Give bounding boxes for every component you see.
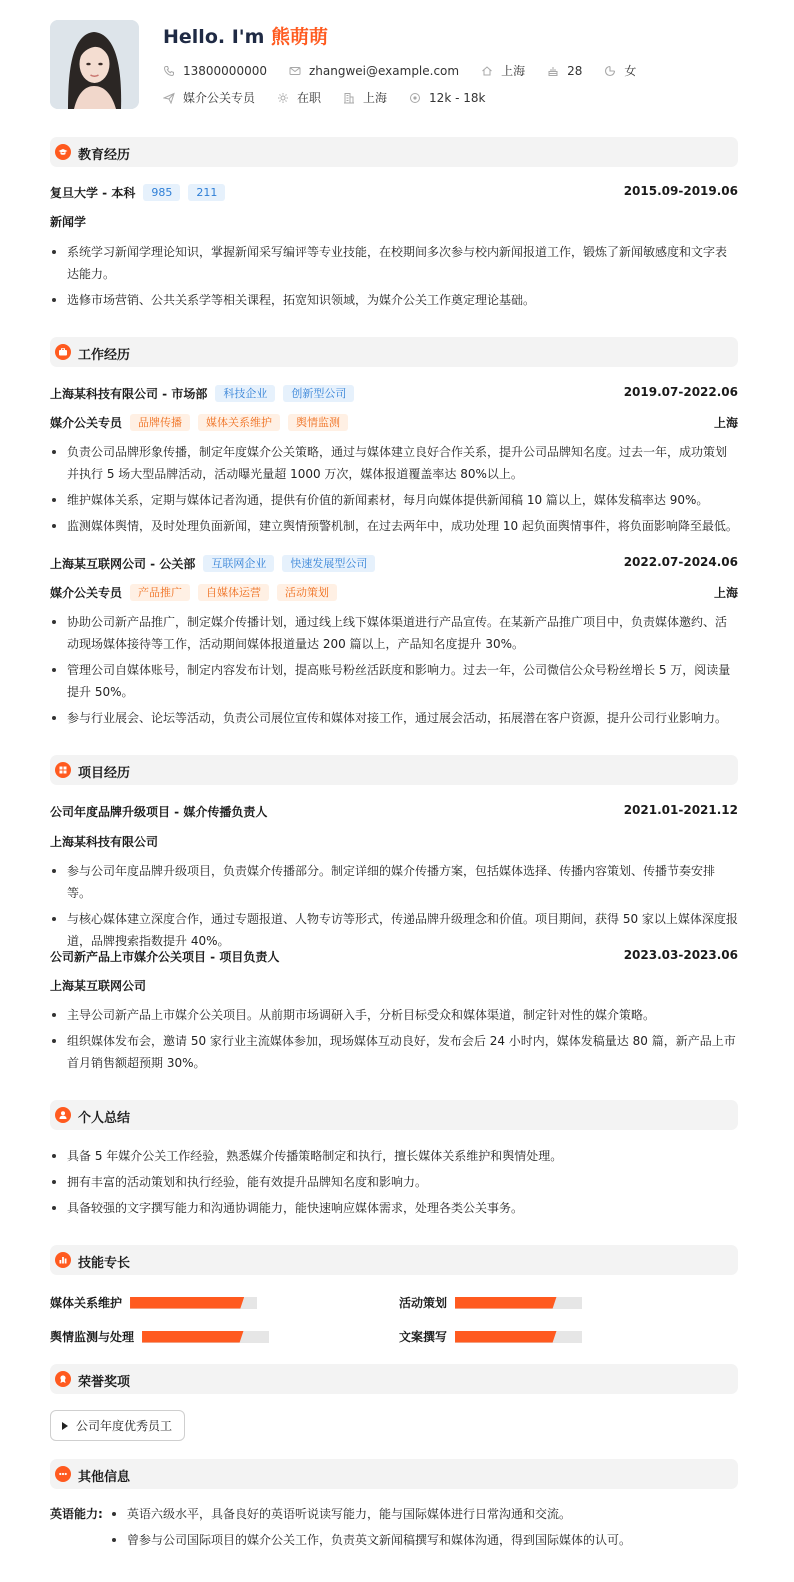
project-title: 公司新产品上市媒介公关项目 - 项目负责人 [50, 949, 280, 964]
section-title: 教育经历 [78, 148, 131, 163]
phone-icon [163, 65, 175, 77]
company-tag: 科技企业 [215, 385, 275, 402]
salary-item [409, 91, 485, 105]
section-title: 其他信息 [78, 1470, 131, 1485]
greeting-heading [163, 22, 328, 49]
section-title: 个人总结 [78, 1111, 131, 1126]
list-item: 参与行业展会、论坛等活动，负责公司展位宣传和媒体对接工作，通过展会活动，拓展潜在客户资源，提升公司行业影响力。 [50, 707, 738, 729]
list-item: 具备较强的文字撰写能力和沟通协调能力，能快速响应媒体需求，处理各类公关事务。 [50, 1197, 738, 1219]
skill-bar [455, 1297, 582, 1309]
status-text: 在职 [297, 91, 322, 105]
section-education [50, 137, 738, 167]
skill-item [50, 1328, 269, 1345]
location-item [481, 62, 525, 79]
mail-icon [289, 65, 301, 77]
avatar [50, 20, 139, 109]
work-bullets [50, 441, 738, 541]
skill-bar-fill [455, 1297, 557, 1309]
skill-name: 文案撰写 [399, 1330, 448, 1344]
list-item: 监测媒体舆情，及时处理负面新闻，建立舆情预警机制，在过去两年中，成功处理 10 起负面舆情事件，将负面影响降至最低。 [50, 515, 738, 537]
skill-bar [130, 1297, 257, 1309]
send-icon [163, 92, 175, 104]
list-item: 维护媒体关系，定期与媒体记者沟通，提供有价值的新闻素材，每月向媒体提供新闻稿 10 篇以上，媒体发稿率达 90%。 [50, 489, 738, 511]
role-tag: 自媒体运营 [198, 584, 269, 601]
user-icon [55, 1107, 71, 1123]
work-date: 2019.07-2022.06 [623, 385, 738, 399]
work-company-row [50, 554, 738, 572]
email-item [289, 64, 459, 78]
section-title: 项目经历 [78, 766, 131, 781]
project-company: 上海某互联网公司 [50, 978, 147, 993]
role-tag: 品牌传播 [130, 414, 190, 431]
briefcase-icon [55, 344, 71, 360]
play-icon [62, 1422, 68, 1430]
list-item: 拥有丰富的活动策划和执行经验，能有效提升品牌知名度和影响力。 [50, 1171, 738, 1193]
phone-item [163, 64, 267, 78]
target-city-text: 上海 [363, 91, 388, 105]
project-title-row [50, 947, 738, 965]
section-project [50, 755, 738, 785]
award-icon [55, 1371, 71, 1387]
company-name: 上海某互联网公司 - 公关部 [50, 556, 196, 571]
section-other [50, 1459, 738, 1489]
gear-icon [277, 92, 289, 104]
section-title: 荣誉奖项 [78, 1375, 131, 1390]
education-header [50, 183, 738, 201]
education-date: 2015.09-2019.06 [623, 184, 738, 198]
skill-item [399, 1294, 582, 1311]
project-bullets [50, 1004, 738, 1078]
work-company-row [50, 384, 738, 402]
list-item: 协助公司新产品推广，制定媒介传播计划，通过线上线下媒体渠道进行产品宣传。在某新产品推广项目中，负责媒体邀约、活动现场媒体接待等工作，活动期间媒体报道量达 200 篇以上，产品知名度提升 30%。 [50, 611, 738, 655]
list-item: 选修市场营销、公共关系学等相关课程，拓宽知识领域，为媒介公关工作奠定理论基础。 [50, 289, 738, 311]
project-title: 公司年度品牌升级项目 - 媒介传播负责人 [50, 804, 268, 819]
work-role-row [50, 583, 738, 601]
more-icon [55, 1466, 71, 1482]
phone-text: 13800000000 [183, 63, 267, 78]
english-label: 英语能力: [50, 1507, 103, 1521]
section-title: 工作经历 [78, 348, 131, 363]
skill-bar-fill [130, 1297, 244, 1309]
skill-bar [455, 1331, 582, 1343]
status-item [277, 89, 321, 106]
project-bullets [50, 860, 738, 956]
list-item: 曾参与公司国际项目的媒介公关工作，负责英文新闻稿撰写和媒体沟通，得到国际媒体的认可。 [110, 1529, 738, 1551]
role-tag: 舆情监测 [288, 414, 348, 431]
list-item: 组织媒体发布会，邀请 50 家行业主流媒体参加，现场媒体互动良好，发布会后 24 小时内，媒体发稿量达 80 篇，新产品上市首月销售额超预期 30%。 [50, 1030, 738, 1074]
skill-name: 活动策划 [399, 1296, 448, 1310]
gender-text: 女 [624, 64, 637, 78]
age-item [547, 64, 582, 78]
work-city: 上海 [713, 416, 738, 430]
work-city: 上海 [713, 586, 738, 600]
gender-icon [604, 65, 616, 77]
section-summary [50, 1100, 738, 1130]
target-city-item [343, 89, 387, 106]
role-tag: 活动策划 [277, 584, 337, 601]
major-name: 新闻学 [50, 214, 87, 229]
list-item: 与核心媒体建立深度合作，通过专题报道、人物专访等形式，传递品牌升级理念和价值。项目期间，获得 50 家以上媒体深度报道，品牌搜索指数提升 40%。 [50, 908, 738, 952]
bar-chart-icon [55, 1252, 71, 1268]
skill-bar-fill [455, 1331, 557, 1343]
building-icon [343, 92, 355, 104]
school-name: 复旦大学 - 本科 [50, 185, 136, 200]
role-name: 媒介公关专员 [50, 415, 123, 430]
grid-icon [55, 762, 71, 778]
greeting-text: Hello. I'm [163, 26, 271, 48]
section-skills [50, 1245, 738, 1275]
list-item: 管理公司自媒体账号，制定内容发布计划，提高账号粉丝活跃度和影响力。过去一年，公司微信公众号粉丝增长 5 万，阅读量提升 50%。 [50, 659, 738, 703]
company-name: 上海某科技有限公司 - 市场部 [50, 386, 208, 401]
gender-item [604, 62, 636, 79]
section-work [50, 337, 738, 367]
location-text: 上海 [501, 64, 526, 78]
project-date: 2021.01-2021.12 [623, 803, 738, 817]
cake-icon [547, 65, 559, 77]
work-bullets [50, 611, 738, 733]
major-row [50, 212, 738, 230]
role-tag: 媒体关系维护 [198, 414, 280, 431]
skill-item [50, 1294, 257, 1311]
project-company: 上海某科技有限公司 [50, 834, 159, 849]
skill-bar [142, 1331, 269, 1343]
list-item: 负责公司品牌形象传播，制定年度媒介公关策略，通过与媒体建立良好合作关系，提升公司品牌知名度。过去一年，成功策划并执行 5 场大型品牌活动，活动曝光量超 1000 万次，媒体报道覆盖率达 80%以上。 [50, 441, 738, 485]
company-tag: 互联网企业 [203, 555, 274, 572]
candidate-name: 熊萌萌 [271, 26, 329, 48]
skill-name: 媒体关系维护 [50, 1296, 123, 1310]
position-item [163, 89, 255, 106]
list-item: 英语六级水平，具备良好的英语听说读写能力，能与国际媒体进行日常沟通和交流。 [110, 1503, 738, 1525]
avatar-photo [50, 20, 139, 109]
school-tag: 985 [143, 184, 180, 201]
list-item: 参与公司年度品牌升级项目，负责媒介传播部分。制定详细的媒介传播方案，包括媒体选择、传播内容策划、传播节奏安排等。 [50, 860, 738, 904]
graduation-cap-icon [55, 144, 71, 160]
resume-header [50, 20, 750, 110]
skill-name: 舆情监测与处理 [50, 1330, 135, 1344]
job-intent-row [163, 89, 507, 106]
project-company-row [50, 832, 738, 850]
contact-row [163, 62, 658, 79]
position-text: 媒介公关专员 [183, 91, 256, 105]
award-text: 公司年度优秀员工 [76, 1419, 173, 1433]
work-date: 2022.07-2024.06 [623, 555, 738, 569]
skill-item [399, 1328, 582, 1345]
company-tag: 创新型公司 [283, 385, 354, 402]
list-item: 具备 5 年媒介公关工作经验，熟悉媒介传播策略制定和执行，擅长媒体关系维护和舆情处理。 [50, 1145, 738, 1167]
english-bullets [110, 1503, 738, 1555]
skill-bar-fill [142, 1331, 244, 1343]
home-icon [481, 65, 493, 77]
project-title-row [50, 802, 738, 820]
coin-icon [409, 92, 421, 104]
section-honors [50, 1364, 738, 1394]
summary-bullets [50, 1145, 738, 1223]
salary-text: 12k - 18k [429, 90, 486, 105]
list-item: 系统学习新闻学理论知识，掌握新闻采写编评等专业技能，在校期间多次参与校内新闻报道工作，锻炼了新闻敏感度和文字表达能力。 [50, 241, 738, 285]
work-role-row [50, 413, 738, 431]
age-text: 28 [567, 63, 583, 78]
award-badge[interactable] [50, 1410, 185, 1441]
education-bullets [50, 241, 738, 315]
section-title: 技能专长 [78, 1256, 131, 1271]
company-tag: 快速发展型公司 [282, 555, 375, 572]
project-date: 2023.03-2023.06 [623, 948, 738, 962]
role-tag: 产品推广 [130, 584, 190, 601]
role-name: 媒介公关专员 [50, 585, 123, 600]
email-text: zhangwei@example.com [308, 63, 460, 78]
project-company-row [50, 976, 738, 994]
list-item: 主导公司新产品上市媒介公关项目。从前期市场调研入手，分析目标受众和媒体渠道，制定针对性的媒介策略。 [50, 1004, 738, 1026]
school-tag: 211 [188, 184, 225, 201]
